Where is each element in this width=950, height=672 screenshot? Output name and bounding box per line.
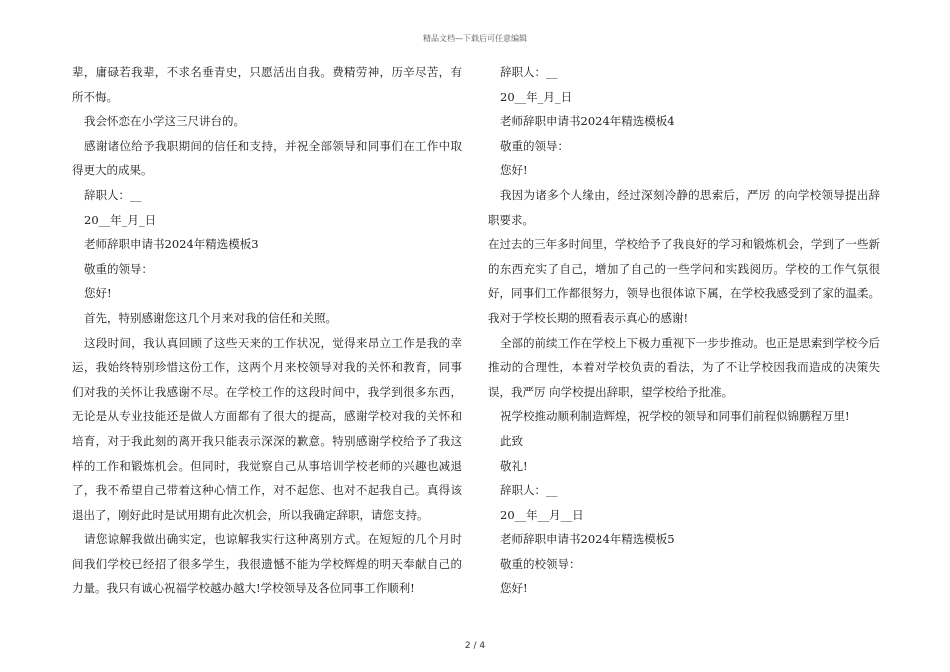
paragraph: 老师辞职申请书2024年精选模板3 (84, 237, 259, 252)
paragraph: 老师辞职申请书2024年精选模板5 (500, 532, 675, 547)
paragraph: 祝学校推动顺利制造辉煌，祝学校的领导和同事们前程似锦鹏程万里! (500, 409, 850, 424)
paragraph: 全部的前续工作在学校上下极力重视下一步步推动。也正是思索到学校今后推动的合理性，本着对学校负责的看法，为了不让学校因我而造成的决策失误，我严厉 向学校提出辞职，望学校给予批准。 (488, 335, 880, 399)
paragraph: 感谢诸位给予我职期间的信任和支持，并祝全部领导和同事们在工作中取得更大的成果。 (72, 138, 462, 178)
page-number: 2 / 4 (464, 641, 486, 651)
paragraph: 您好! (500, 163, 528, 178)
paragraph: 辞职人：__ (500, 483, 558, 498)
page-header: 精品文档—下载后可任意编辑 (423, 34, 527, 43)
paragraph: 您好! (84, 286, 112, 301)
paragraph: 辞职人：__ (84, 187, 142, 202)
paragraph: 20__年__月__日 (500, 507, 584, 522)
paragraph: 20__年_月_日 (84, 212, 157, 227)
paragraph: 您好! (500, 581, 528, 596)
paragraph: 请您谅解我做出确实定，也谅解我实行这种离别方式。在短短的几个月时间我们学校已经招了很多学生，我很遗憾不能为学校辉煌的明天奉献自己的力量。我只有诚心祝福学校越办越大!学校领导及各位同事工作顺利! (72, 532, 462, 596)
paragraph: 辞职人：__ (500, 65, 558, 79)
paragraph: 敬重的领导： (84, 261, 153, 276)
paragraph: 我因为诸多个人缘由，经过深刻冷静的思索后，严厉 的向学校领导提出辞职要求。 (488, 187, 880, 227)
paragraph: 这段时间，我认真回顾了这些天来的工作状况，觉得来昂立工作是我的幸运，我始终特别珍惜这份工作，这两个月来校领导对我的关怀和教育，同事们对我的关怀让我感谢不尽。在学校工作的这段时间中，我学到很多东西，无论是从专业技能还是做人方面都有了很大的提高，感谢学校对我的关怀和培育，对于我此刻的离开我只能表示深深的歉意。特别感谢学校给予了我这样的工作和锻炼机会。但同时，我觉察自己从事培训学校老师的兴趣也减退了，我不希望自己带着这种心情工作，对不起您、也对不起我自己。真得该退出了，刚好此时是试用期有此次机会，所以我确定辞职，请您支持。 (72, 335, 462, 522)
paragraph: 老师辞职申请书2024年精选模板4 (500, 114, 675, 129)
paragraph: 在过去的三年多时间里，学校给予了我良好的学习和锻炼机会，学到了一些新的东西充实了自己，增加了自己的一些学问和实践阅历。学校的工作气氛很好，同事们工作都很努力，领导也很体谅下属，在学校我感受到了家的温柔。我对于学校长期的照看表示真心的感谢! (488, 237, 880, 325)
right-column (488, 60, 880, 601)
paragraph: 此致 (500, 433, 523, 448)
paragraph: 我会怀恋在小学这三尺讲台的。 (84, 114, 245, 129)
paragraph: 首先，特别感谢您这几个月来对我的信任和关照。 (84, 310, 337, 325)
paragraph: 20__年_月_日 (500, 89, 573, 104)
paragraph: 敬礼! (500, 458, 528, 473)
paragraph: 辈，庸碌若我辈，不求名垂青史，只愿活出自我。费精劳神，历辛尽苦，有所不悔。 (72, 65, 462, 104)
paragraph: 敬重的领导： (500, 138, 569, 153)
left-column (72, 60, 462, 601)
paragraph: 敬重的校领导： (500, 556, 581, 571)
